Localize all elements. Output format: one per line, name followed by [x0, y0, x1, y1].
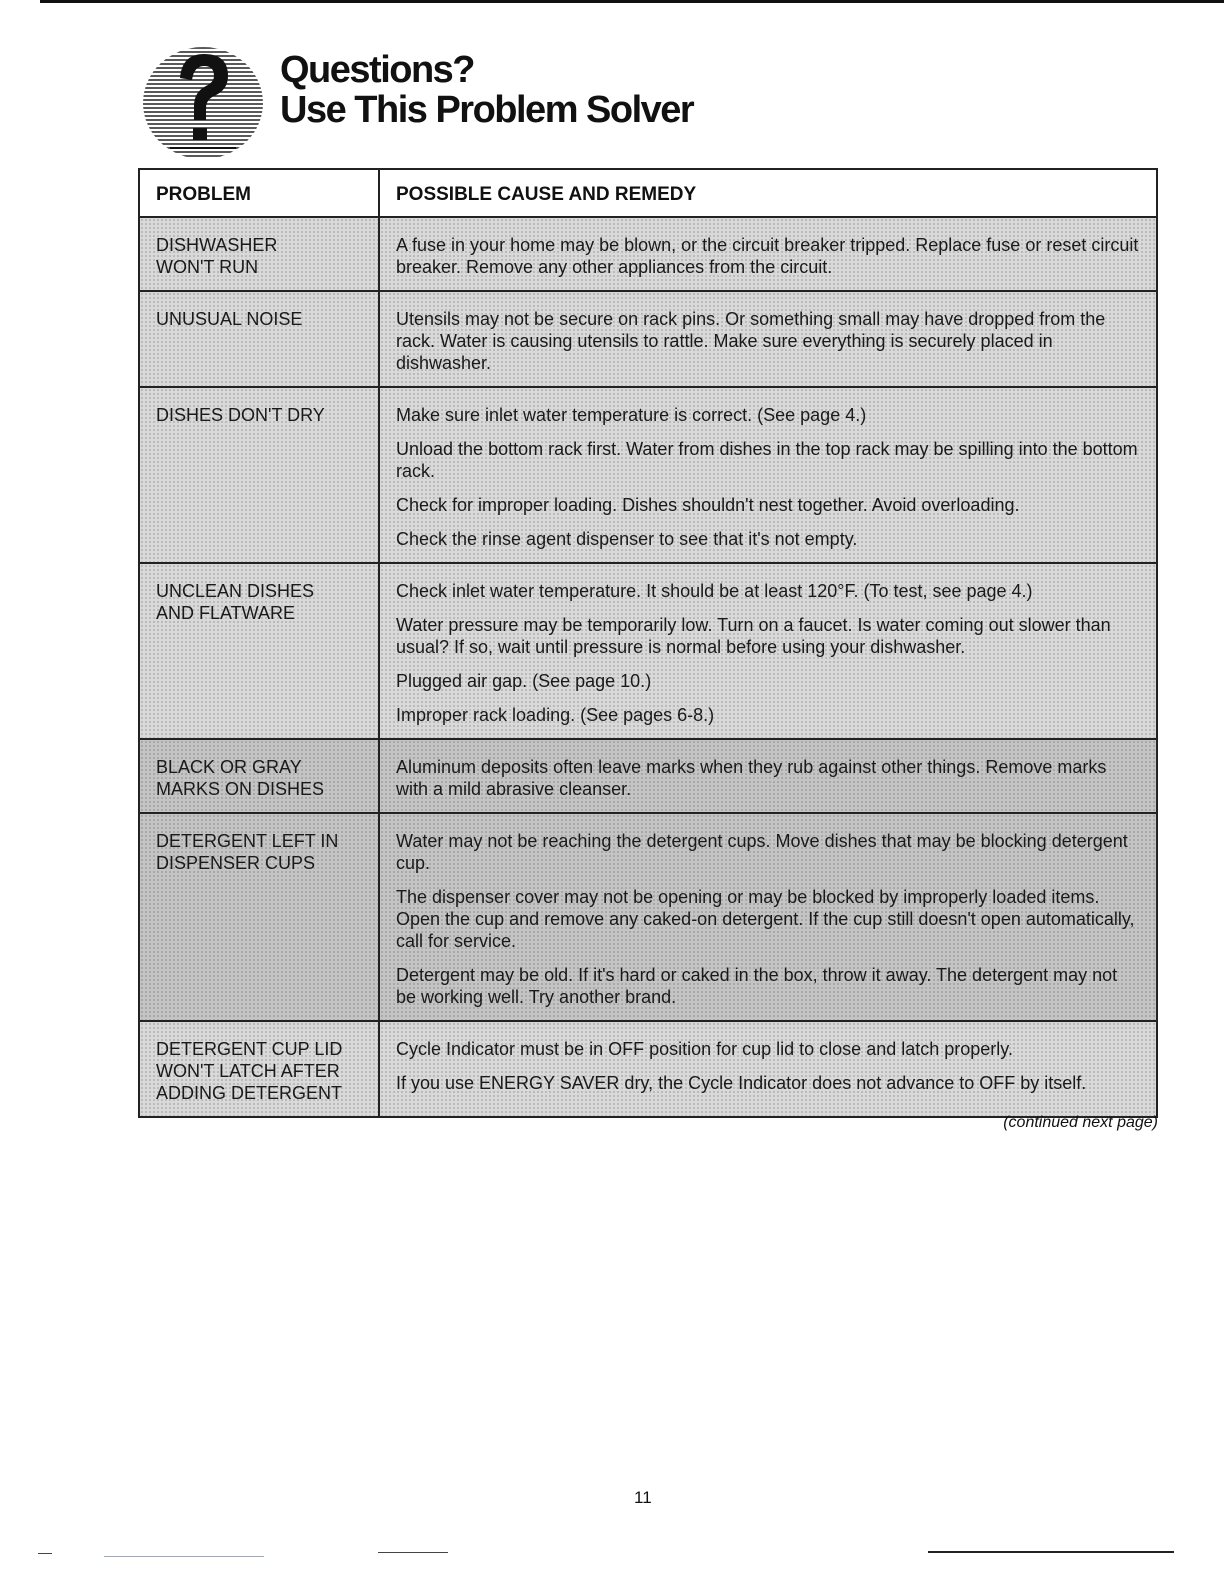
problem-text: DISHWASHER	[156, 235, 278, 255]
problem-cell	[139, 563, 379, 739]
problem-text: UNCLEAN DISHES	[156, 581, 315, 601]
table-row	[139, 217, 1157, 291]
table-header-row	[139, 169, 1157, 217]
footer-mark	[378, 1552, 448, 1553]
footer-mark	[104, 1556, 264, 1557]
remedy-cell	[379, 1021, 1157, 1117]
question-mark-icon	[140, 44, 266, 162]
problem-cell	[139, 387, 379, 563]
remedy-cell	[379, 217, 1157, 291]
remedy-text: The dispenser cover may not be opening or may be blocked by improperly loaded items. Open the cup and remove any caked-on detergent. If the cup still doesn't open automatically, call for service.	[396, 887, 1135, 951]
problem-text: DISPENSER CUPS	[156, 853, 316, 873]
table-row	[139, 387, 1157, 563]
table-row	[139, 291, 1157, 387]
remedy-text: Check for improper loading. Dishes shouldn't nest together. Avoid overloading.	[396, 495, 1020, 515]
remedy-cell	[379, 739, 1157, 813]
problem-cell	[139, 1021, 379, 1117]
remedy-text: Detergent may be old. If it's hard or caked in the box, throw it away. The detergent may not be working well. Try another brand.	[396, 965, 1118, 1007]
remedy-text: Check the rinse agent dispenser to see that it's not empty.	[396, 529, 858, 549]
remedy-text: A fuse in your home may be blown, or the circuit breaker tripped. Replace fuse or reset circuit breaker. Remove any other appliances from the circuit.	[396, 235, 1139, 277]
remedy-text: Water pressure may be temporarily low. Turn on a faucet. Is water coming out slower than usual? If so, wait until pressure is normal before using your dishwasher.	[396, 615, 1111, 657]
remedy-text: If you use ENERGY SAVER dry, the Cycle Indicator does not advance to OFF by itself.	[396, 1073, 1087, 1093]
continued-note: (continued next page)	[1003, 1114, 1158, 1131]
title-line-1: Questions?	[280, 49, 475, 91]
footer-mark	[38, 1553, 52, 1554]
remedy-text: Cycle Indicator must be in OFF position for cup lid to close and latch properly.	[396, 1039, 1013, 1059]
remedy-text: Make sure inlet water temperature is correct. (See page 4.)	[396, 405, 867, 425]
column-header-problem: PROBLEM	[139, 169, 379, 217]
remedy-text: Unload the bottom rack first. Water from dishes in the top rack may be spilling into the bottom rack.	[396, 439, 1138, 481]
remedy-text: Improper rack loading. (See pages 6-8.)	[396, 705, 715, 725]
top-rule	[40, 0, 1224, 3]
remedy-cell	[379, 813, 1157, 1021]
remedy-text: Plugged air gap. (See page 10.)	[396, 671, 652, 691]
problem-cell	[139, 813, 379, 1021]
remedy-cell	[379, 291, 1157, 387]
problem-text: UNUSUAL NOISE	[156, 309, 303, 329]
problem-text: ADDING DETERGENT	[156, 1083, 343, 1103]
table-row	[139, 813, 1157, 1021]
problem-text: DETERGENT LEFT IN	[156, 831, 339, 851]
problem-cell	[139, 739, 379, 813]
problem-text: MARKS ON DISHES	[156, 779, 325, 799]
table-row	[139, 1021, 1157, 1117]
remedy-cell	[379, 563, 1157, 739]
problem-text: DETERGENT CUP LID	[156, 1039, 343, 1059]
page-number: 11	[634, 1488, 652, 1507]
problem-text: DISHES DON'T DRY	[156, 405, 325, 425]
column-header-remedy: POSSIBLE CAUSE AND REMEDY	[379, 169, 1157, 217]
table-row	[139, 739, 1157, 813]
title-line-2: Use This Problem Solver	[280, 89, 694, 131]
remedy-text: Aluminum deposits often leave marks when they rub against other things. Remove marks with a mild abrasive cleanser.	[396, 757, 1107, 799]
problem-cell	[139, 217, 379, 291]
footer-rule	[928, 1551, 1174, 1553]
problem-text: BLACK OR GRAY	[156, 757, 302, 777]
problem-text: AND FLATWARE	[156, 603, 296, 623]
remedy-text: Check inlet water temperature. It should be at least 120°F. (To test, see page 4.)	[396, 581, 1033, 601]
table-row	[139, 563, 1157, 739]
remedy-text: Utensils may not be secure on rack pins. Or something small may have dropped from the rack. Water is causing utensils to rattle. Make sure everything is securely placed in dishwasher.	[396, 309, 1106, 373]
title-block	[280, 50, 693, 130]
problem-text: WON'T RUN	[156, 257, 259, 277]
problem-solver-table	[138, 168, 1158, 1118]
remedy-cell	[379, 387, 1157, 563]
problem-cell	[139, 291, 379, 387]
problem-text: WON'T LATCH AFTER	[156, 1061, 340, 1081]
remedy-text: Water may not be reaching the detergent cups. Move dishes that may be blocking detergent cup.	[396, 831, 1128, 873]
